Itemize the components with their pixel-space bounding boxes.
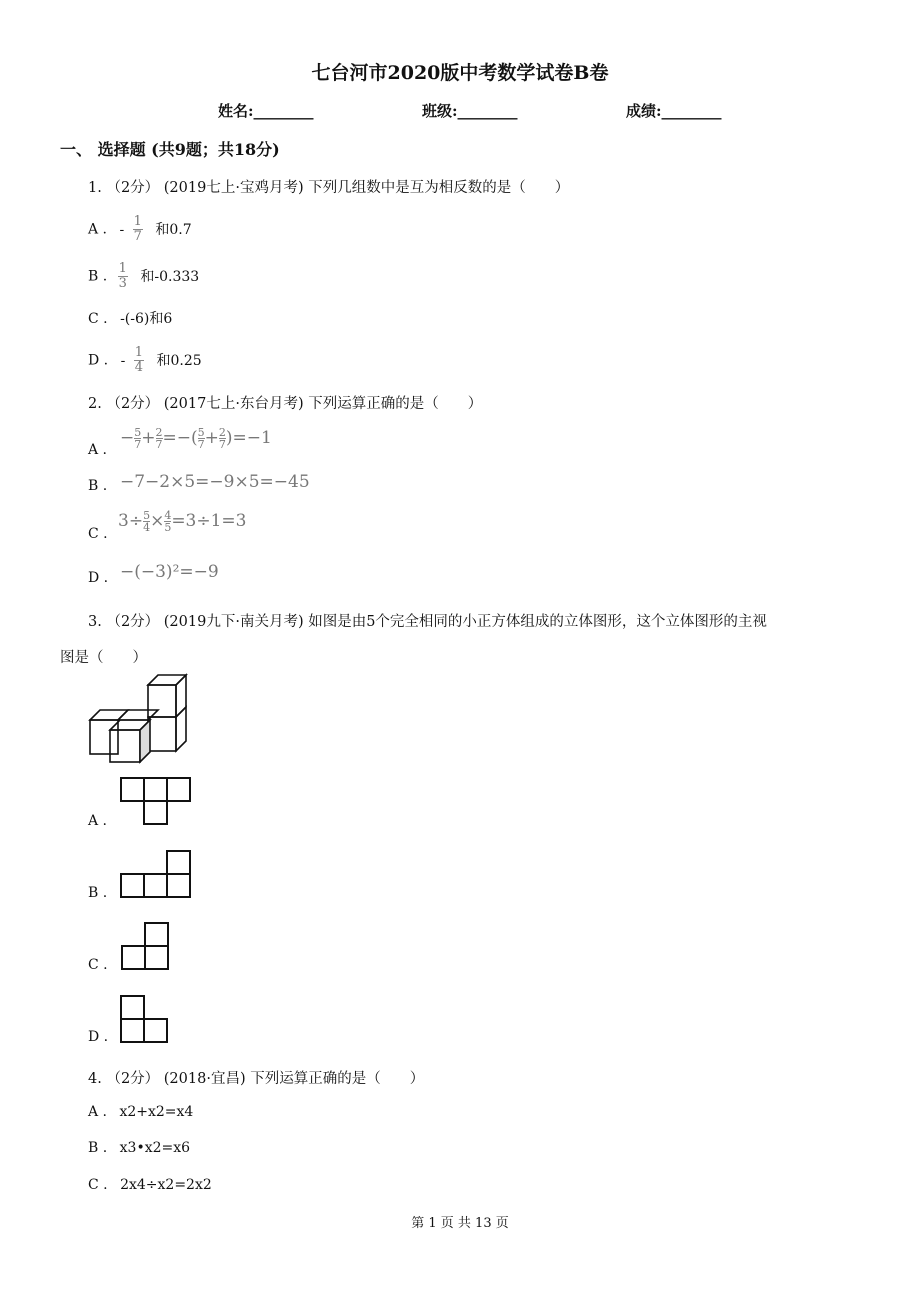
question-3-stem-line1: 3. （2分） (2019九下·南关月考) 如图是由5个完全相同的小正方体组成的立体图形，这个立体图形的主视 <box>88 614 767 630</box>
q4-option-c <box>88 1177 212 1193</box>
option-b-figure <box>121 851 190 897</box>
option-label: B . <box>88 268 108 285</box>
question-3-stem-line2: 图是（ ） <box>60 650 147 666</box>
q2-option-a-math: − $\frac{5}{7}+$ $\frac{2}{7}=-$( $\frac{5}{7}+$ $\frac{2}{7})=-1$ <box>120 426 272 451</box>
option-text: 和-0.333 <box>140 268 200 285</box>
cube-stack-figure <box>90 675 186 762</box>
question-2-stem: 2. （2分） (2017七上·东台月考) 下列运算正确的是（ ） <box>88 396 483 412</box>
name-field-label: 姓名:________ <box>218 102 314 120</box>
fraction: $\frac{1}{4}$ <box>134 345 144 375</box>
page-footer: 第 1 页 共 13 页 <box>411 1216 509 1231</box>
option-c-figure <box>122 923 168 969</box>
minus-sign: - <box>120 352 126 369</box>
option-text: x2+x2=x4 <box>119 1104 194 1120</box>
option-label: B . <box>88 1140 108 1156</box>
option-text: -(-6)和6 <box>120 311 173 327</box>
option-text: x3•x2=x6 <box>119 1140 191 1156</box>
q2-option-b-label: B . <box>88 478 108 494</box>
option-text: 和0.25 <box>156 352 202 369</box>
class-field-label: 班级:________ <box>422 102 518 120</box>
q2-option-b-math: −7−2×5=−9×5=−45 <box>120 472 310 492</box>
question-4-stem: 4. （2分） (2018·宜昌) 下列运算正确的是（ ） <box>88 1071 425 1087</box>
option-label: A . <box>88 1104 108 1120</box>
section-heading: 一、 选择题 (共9题；共18分) <box>60 140 280 159</box>
q3-option-b-label: B . <box>88 885 108 901</box>
question-1-stem: 1. （2分） (2019七上·宝鸡月考) 下列几组数中是互为相反数的是（ ） <box>88 180 570 196</box>
q2-option-d-math: −(−3)²=−9 <box>120 562 219 582</box>
q4-option-b <box>88 1140 190 1156</box>
minus-sign: - <box>119 221 125 238</box>
option-label: A . <box>88 221 108 238</box>
option-label: D . <box>88 352 109 369</box>
q4-option-a <box>88 1104 193 1120</box>
option-d-figure <box>121 996 167 1042</box>
option-a-figure <box>121 778 190 824</box>
q3-option-d-label: D . <box>88 1029 109 1045</box>
q2-option-a-label: A . <box>88 442 108 458</box>
option-text: 2x4÷x2=2x2 <box>120 1177 212 1193</box>
option-label: C . <box>88 311 108 327</box>
q2-option-c-label: C . <box>88 526 108 542</box>
fraction: $\frac{1}{3}$ <box>118 261 127 291</box>
q3-option-a-label: A . <box>88 813 108 829</box>
q3-option-c-label: C . <box>88 957 108 973</box>
q2-option-d-label: D . <box>88 570 109 586</box>
option-text: 和0.7 <box>155 221 192 238</box>
page-title: 七台河市2020版中考数学试卷B卷 <box>311 62 609 84</box>
fraction: $\frac{1}{7}$ <box>133 214 142 244</box>
option-label: C . <box>88 1177 108 1193</box>
score-field-label: 成绩:________ <box>626 102 722 120</box>
q2-option-c-math: 3÷ $\frac{5}{4}\times$ $\frac{4}{5}=3\div 1=3$ <box>118 509 247 534</box>
